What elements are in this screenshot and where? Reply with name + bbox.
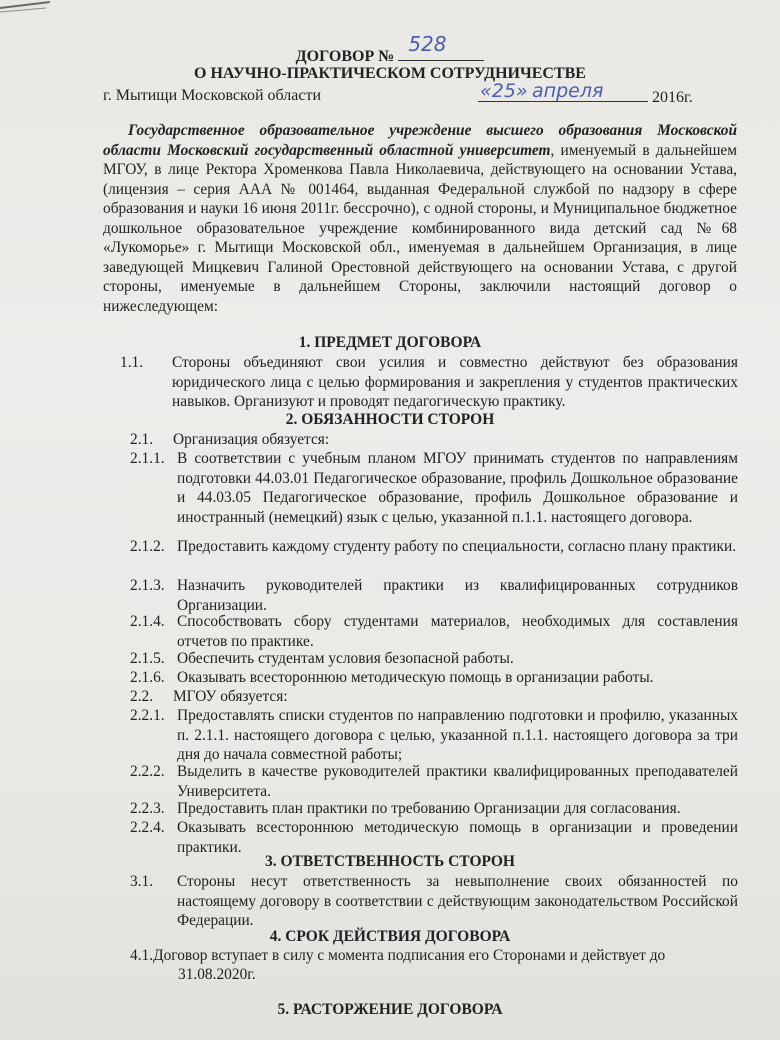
clause-4-1-date: 31.08.2020г. (178, 966, 256, 983)
contract-subtitle: О НАУЧНО-ПРАКТИЧЕСКОМ СОТРУДНИЧЕСТВЕ (194, 65, 586, 82)
section-title-2: 2. ОБЯЗАННОСТИ СТОРОН (285, 411, 495, 428)
section-title-3: 3. ОТВЕТСТВЕННОСТЬ СТОРОН (264, 853, 515, 870)
contract-number: 528 (408, 32, 447, 56)
section-title-4: 4. СРОК ДЕЙСТВИЯ ДОГОВОРА (269, 928, 511, 945)
intro-org-name: Государственное образовательное учреждение высшего образования Московской области Московский государственный областной университет (103, 122, 737, 159)
clause-text: Организация обязуется: (173, 431, 330, 448)
clause-number: 2.1.3. (130, 577, 165, 594)
pen-mark (0, 0, 52, 16)
clause-text: В соответствии с учебным планом МГОУ принимать студентов по направлениям подготовки 44.03.01 Педагогическое образование, профиль Дошкольное образование и 44.03.05 Педагогическое образование, профиль Дошкольное образование и иностранный (немецкий) язык с целью, указанной п.1.1. настоящего договора. (177, 450, 738, 526)
clause-text: Стороны несут ответственность за невыполнение своих обязанностей по настоящему договору в соответствии с действующим законодательством Российской Федерации. (177, 873, 738, 929)
clause-text: Предоставлять списки студентов по направлению подготовки и профилю, указанных п. 2.1.1. настоящего договора с целью, указанной п.1.1. настоящего договора за три дня до начала совместной работы; (177, 707, 738, 763)
clause-number: 2.2. (130, 688, 154, 705)
section-title-1: 1. ПРЕДМЕТ ДОГОВОРА (298, 334, 482, 351)
clause-number: 2.1.5. (130, 650, 165, 667)
clause-number: 2.2.3. (130, 800, 165, 817)
clause-number: 2.2.4. (130, 819, 165, 836)
clause-number: 2.1.2. (130, 538, 165, 555)
clause-number: 2.1.1. (130, 450, 165, 467)
clause-text: Назначить руководителей практики из квалифицированных сотрудников Организации. (177, 577, 738, 614)
date-year: 2016г. (652, 89, 693, 106)
clause-text: МГОУ обязуется: (173, 688, 288, 705)
section-title-5: 5. РАСТОРЖЕНИЕ ДОГОВОРА (277, 1001, 503, 1018)
clause-text: Предоставить каждому студенту работу по специальности, согласно плану практики. (177, 538, 737, 555)
clause-number: 2.2.2. (130, 763, 165, 780)
clause-number: 1.1. (120, 354, 144, 371)
clause-text: Оказывать всестороннюю методическую помощь в организации работы. (177, 669, 654, 686)
clause-number: 2.1.4. (130, 613, 165, 630)
date-day: «25» (480, 80, 528, 102)
clause-4-1: 4.1.Договор вступает в силу с момента подписания его Сторонами и действует до (130, 947, 666, 964)
intro-text: , именуемый в дальнейшем МГОУ, в лице Ректора Хроменкова Павла Николаевича, действующего на основании Устава, (лицензия – серия ААА № 001464, выданная Федеральной службой по надзору в сфере образования и науки 16 июня 2011г. бессрочно), с одной стороны, и Муниципальное бюджетное дошкольное образовательное учреждение комбинированного вида детский сад №68 «Лукоморье» г. Мытищи Московской обл., именуемая в дальнейшем Организация, в лице заведующей Мицкевич Галиной Орестовной действующего на основании Устава, с другой стороны, именуемые в дальнейшем Стороны, заключили настоящий договор о нижеследующем: (103, 141, 737, 315)
clause-number: 2.1.6. (130, 669, 165, 686)
city-line: г. Мытищи Московской области (103, 87, 322, 104)
clause-text: Обеспечить студентам условия безопасной работы. (177, 650, 514, 667)
clause-text: Выделить в качестве руководителей практики квалифицированных преподавателей Университета. (177, 763, 738, 800)
contract-title (0, 32, 780, 66)
clause-text: Предоставить план практики по требованию Организации для согласования. (177, 800, 681, 817)
date-month: апреля (532, 80, 604, 102)
clause-number: 2.1. (130, 431, 154, 448)
title-prefix: ДОГОВОР № (295, 48, 395, 65)
clause-text: Оказывать всестороннюю методическую помощь в организации и проведении практики. (177, 819, 738, 856)
clause-text: Способствовать сбору студентами материалов, необходимых для составления отчетов по практике. (177, 613, 738, 650)
number-field (398, 32, 484, 61)
intro-paragraph (103, 121, 737, 316)
clause-number: 2.2.1. (130, 707, 165, 724)
clause-number: 3.1. (130, 873, 154, 890)
clause-text: Стороны объединяют свои усилия и совместно действуют без образования юридического лица с целью формирования и закрепления у студентов практических навыков. Организуют и проводят педагогическую практику. (172, 354, 738, 410)
